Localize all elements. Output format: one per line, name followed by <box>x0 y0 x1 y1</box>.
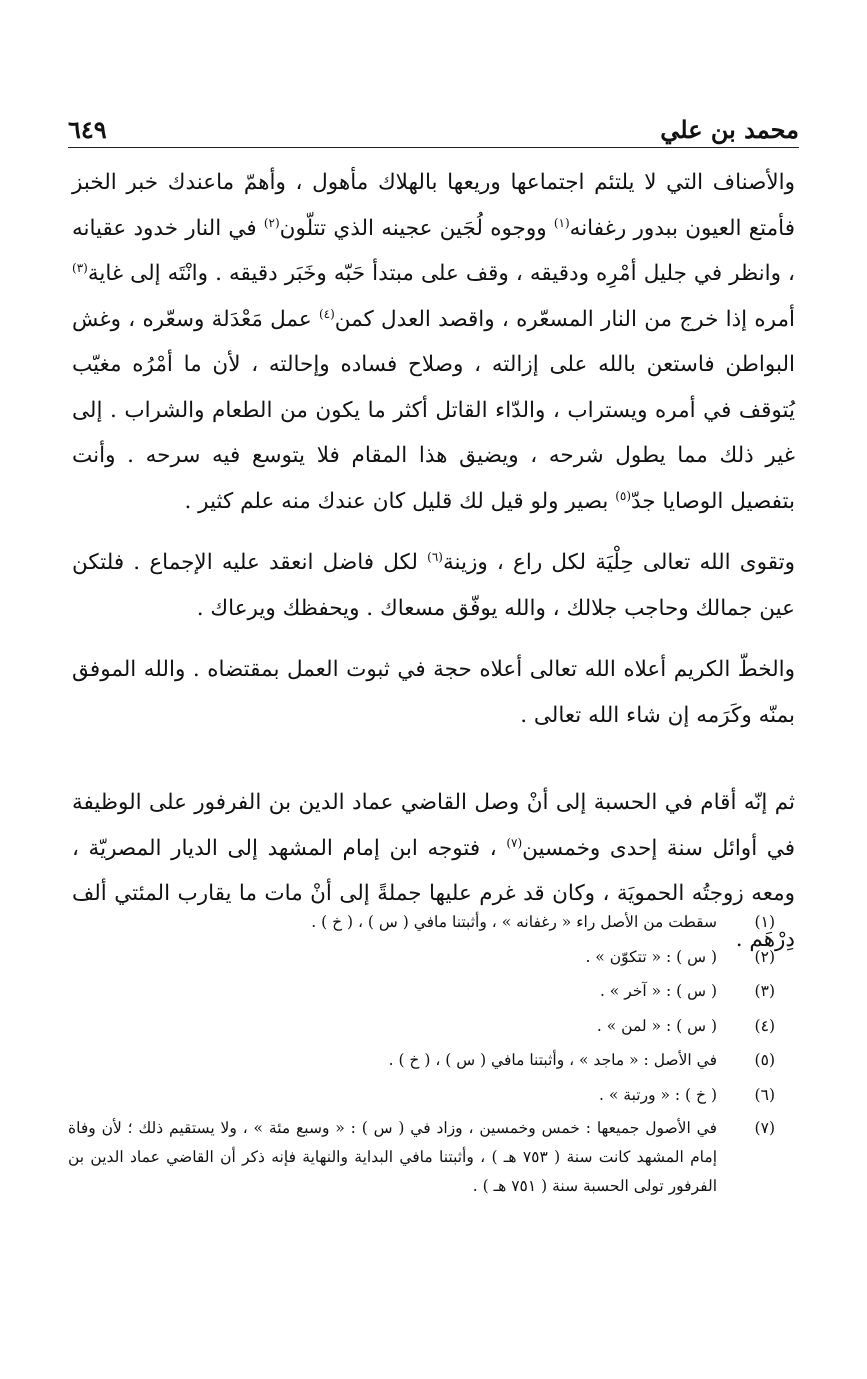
footnote-text: سقطت من الأصل راء « رغفانه » ، وأثبتنا مافي ( س ) ، ( خ ) . <box>311 913 717 931</box>
running-title: محمد بن علي <box>660 115 799 144</box>
footnotes <box>68 905 799 1201</box>
footnote-ref-7: (٧) <box>506 835 523 850</box>
text-run: ووجوه لُجَين عجينه الذي تتلّون <box>279 215 554 241</box>
footnote-number: (٣) <box>754 982 775 1000</box>
footnote-item <box>68 1114 799 1201</box>
footnote-number: (١) <box>754 913 775 931</box>
text-run: في النار خدود عقيانه ، وانظر في جليل أمْرِه ودقيقه ، وقف على مبتدأ حَبّه وخَبَر دقيقه . وانْتَه إلى غاية <box>72 215 795 286</box>
footnote-item <box>68 974 799 1009</box>
footnote-item <box>68 940 799 975</box>
text-run: وتقوى الله تعالى حِلْيَة لكل راع ، وزينة <box>442 550 795 575</box>
footnote-text: ( خ ) : « ورتبة » . <box>599 1085 717 1104</box>
text-run: عمل مَعْدَلة وسعّره ، وغش البواطن فاستعن بالله على إزالته ، وصلاح فساده وإحالته ، لأن ما أمْرُه مغيّب يُتوقف في أمره ويستراب ، والدّاء القاتل أكثر ما يكون من الطعام والشراب . إلى غير ذلك مما يطول شرحه ، ويضيق هذا المقام فلا يتوسع فيه سرحه . وأنت بتفصيل الوصايا جدّ <box>72 306 795 514</box>
footnote-number: (٢) <box>754 947 775 966</box>
header-rule <box>68 147 799 148</box>
footnote-number: (٤) <box>754 1016 775 1035</box>
footnote-ref-6: (٦) <box>427 549 443 564</box>
footnote-ref-5: (٥) <box>615 488 632 503</box>
footnote-number: (٧) <box>754 1119 775 1137</box>
footnote-text: ( س ) : « آخر » . <box>599 982 717 1000</box>
footnote-ref-1: (١) <box>553 215 570 230</box>
text-run: ، فتوجه ابن إمام المشهد إلى الديار المصريّة ، ومعه زوجتُه الحمويَة ، وكان قد غرم عليها جملةً إلى أنْ مات ما يقارب المئتي ألف دِرْهَم . <box>72 835 795 952</box>
footnote-item <box>68 1009 799 1044</box>
footnote-ref-4: (٤) <box>318 306 335 321</box>
page-header <box>68 104 799 144</box>
main-text <box>72 160 795 962</box>
footnote-text: ( س ) : « لمن » . <box>596 1016 717 1035</box>
text-run: بصير ولو قيل لك قليل كان عندك منه علم كثير . <box>184 488 616 514</box>
footnote-number: (٦) <box>754 1085 775 1104</box>
paragraph-2 <box>72 540 795 631</box>
paragraph-1 <box>72 160 795 524</box>
footnote-ref-3: (٣) <box>72 260 88 275</box>
footnote-ref-2: (٢) <box>263 215 280 230</box>
footnote-number: (٥) <box>754 1051 775 1069</box>
footnote-text: ( س ) : « تتكوّن » . <box>585 947 717 966</box>
text-run: أمره إذا خرج من النار المسعّره ، واقصد العدل كمن <box>334 306 795 332</box>
footnote-text: في الأصل : « ماجد » ، وأثبتنا مافي ( س ) ، ( خ ) . <box>388 1051 717 1069</box>
footnote-item <box>68 905 799 940</box>
text-run: والأصناف التي لا يلتئم اجتماعها وريعها بالهلاك مأهول ، وأهمّ ماعندك خبر الخبز فأمتع العيون ببدور رغفانه <box>72 170 795 241</box>
page-number: ٦٤٩ <box>68 115 107 144</box>
footnote-item <box>68 1078 799 1113</box>
text-run: لكل فاضل انعقد عليه الإجماع . فلتكن عين جمالك وحاجب جلالك ، والله يوفّق مسعاك . ويحفظك ويرعاك . <box>72 550 795 621</box>
footnote-item <box>68 1043 799 1078</box>
paragraph-3: والخطّ الكريم أعلاه الله تعالى أعلاه حجة في ثبوت العمل بمقتضاه . والله الموفق بمنّه وكَرَمه إن شاء الله تعالى . <box>72 657 795 728</box>
footnote-text: في الأصول جميعها : خمس وخمسين ، وزاد في ( س ) : « وسبع مئة » ، ولا يستقيم ذلك ؛ لأن وفاة إمام المشهد كانت سنة ( ٧٥٣ هـ ) ، وأثبتنا مافي البداية والنهاية فإنه ذكر أن القاضي عماد الدين بن الفرفور تولى الحسبة سنة ( ٧٥١ هـ ) . <box>68 1119 717 1195</box>
text-run: ثم إنّه أقام في الحسبة إلى أنْ وصل القاضي عماد الدين بن الفرفور على الوظيفة في أوائل سنة إحدى وخمسين <box>72 790 795 861</box>
